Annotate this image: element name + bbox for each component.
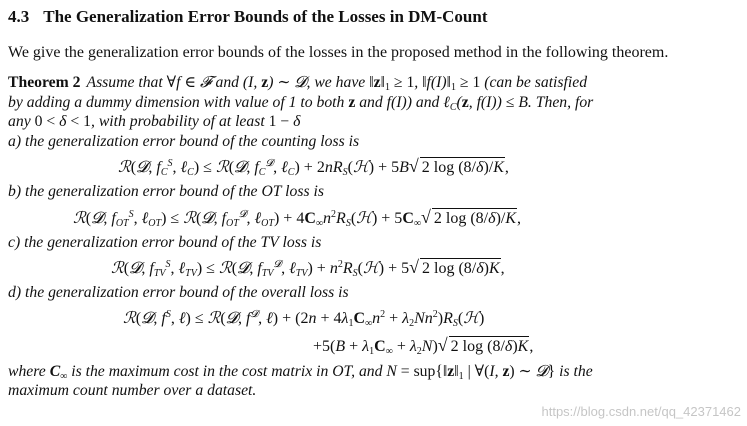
- watermark-url: https://blog.csdn.net/qq_42371462: [541, 404, 741, 419]
- theorem-closing-line-1: where $C_\infty$ is the maximum cost in the cost matrix in OT, and $N = sup\{‖z‖_1$ | ∀(I, z) ∼ 𝓓} is the: [8, 360, 593, 382]
- intro-paragraph: We give the generalization error bounds of the losses in the proposed method in the following theorem.: [8, 44, 669, 61]
- part-c-label: c) the generalization error bound of the TV loss is: [8, 233, 322, 251]
- theorem-assumption-line-2: by adding a dummy dimension with value of 1 to both z and f(I)) and ℓ$_C$(z, f(I)) ≤ B. Then, for: [8, 93, 594, 113]
- theorem-label: Theorem 2: [8, 74, 81, 91]
- section-title: The Generalization Error Bounds of the Losses in DM-Count: [43, 7, 488, 26]
- theorem-assumption-line-3: any 0 < δ < 1, with probability of at least 1 − δ: [8, 113, 301, 130]
- theorem-closing-line-2: maximum count number over a dataset.: [8, 382, 257, 399]
- section-heading: [8, 6, 743, 28]
- paper-page: [8, 6, 743, 401]
- equation-overall-loss-line-1: ℛ(𝓓, $f^S$, ℓ) ≤ ℛ(𝓓, $f^𝓓$, ℓ) + ($2n + 4\lambda_1C_\infty n^2$ + $\lambda_2Nn^2)R_S(ℋ)$: [123, 307, 485, 329]
- part-d-label: d) the generalization error bound of the overall loss is: [8, 284, 349, 301]
- equation-overall-loss-line-2: $+5(B + \lambda_1C_\infty + \lambda_2N)√$ 2 log (8/δ)K,: [313, 334, 534, 357]
- part-b-label: b) the generalization error bound of the OT loss is: [8, 183, 324, 200]
- section-number: 4.3: [8, 7, 30, 26]
- equation-tv-loss: ℛ(𝓓, $f_{TV}^S$, ℓ$_{TV}$) ≤ ℛ(𝓓, $f_{TV}^𝓓$, ℓ$_{TV}$) + $n^2R_S(ℋ) + 5√$ 2 log (8/δ)K,: [111, 257, 505, 279]
- theorem-assumption-line-1: Theorem 2 Assume that ∀f ∈ 𝓕 and (I, z) ∼ 𝓓, we have $‖z‖_1 \ge 1$, $‖f(I)‖_1 \ge 1$ (can be satisfied: [8, 72, 588, 93]
- equation-ot-loss: ℛ(𝓓, $f_{OT}^S$, ℓ$_{OT}$) ≤ ℛ(𝓓, $f_{OT}^𝓓$, ℓ$_{OT}$) + $4C_\infty n^2R_S(ℋ) + 5C_\infty√$ 2 log (8/δ)/K,: [73, 206, 522, 229]
- theorem-block: [8, 72, 743, 401]
- equation-counting-loss: ℛ(𝓓, $f_C^S$, ℓ$_C$) ≤ ℛ(𝓓, $f_C^𝓓$, ℓ$_C$) + $2nR_S(ℋ) + 5B√$ 2 log (8/δ)/K,: [118, 156, 509, 178]
- part-a-label: a) the generalization error bound of the counting loss is: [8, 132, 360, 150]
